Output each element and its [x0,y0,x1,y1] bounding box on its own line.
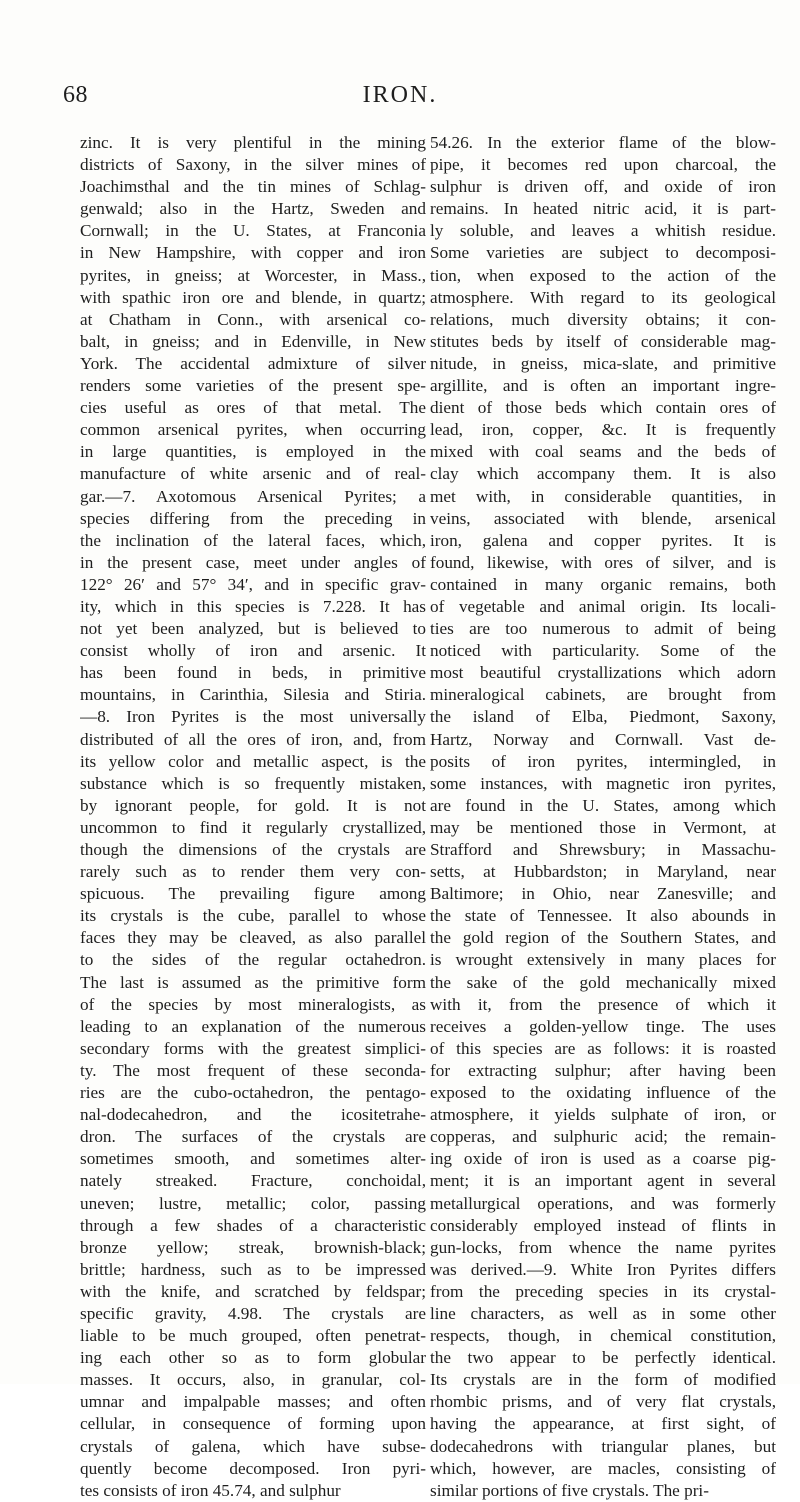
text-line: ties are too numerous to admit of being [430,619,776,639]
text-line: brittle; hardness, such as to be impressed [80,1259,426,1279]
text-line: ing each other so as to form globular [80,1348,426,1368]
text-line: Hartz, Norway and Cornwall. Vast de- [430,729,776,749]
text-line: are found in the U. States, among which [430,795,776,815]
text-line: uncommon to find it regularly crystallized, [80,817,426,837]
text-line: bronze yellow; streak, brownish-black; [80,1237,426,1257]
text-line: exposed to the oxidating influence of the [430,1083,776,1103]
text-line: distributed of all the ores of iron, and, from [80,729,426,749]
text-line: its crystals is the cube, parallel to whose [80,906,426,926]
text-line: though the dimensions of the crystals are [80,840,426,859]
text-line: uneven; lustre, metallic; color, passing [80,1193,426,1213]
text-line: respects, though, in chemical constitution, [430,1326,776,1346]
text-line: liable to be much grouped, often penetrat- [80,1326,426,1346]
text-line: in large quantities, is employed in the [80,442,426,462]
text-line: mountains, in Carinthia, Silesia and Stiria. [80,685,426,705]
text-line: zinc. It is very plentiful in the mining [80,133,426,152]
text-line: from the preceding species in its crystal- [430,1281,776,1301]
text-line: metallurgical operations, and was formerly [430,1193,776,1213]
text-line: pyrites, in gneiss; at Worcester, in Mass., [80,265,426,285]
text-line: for extracting sulphur; after having been [430,1060,776,1080]
text-line: umnar and impalpable masses; and often [80,1392,426,1412]
text-line: receives a golden-yellow tinge. The uses [430,1016,776,1036]
text-line: gar.—7. Axotomous Arsenical Pyrites; a [80,486,426,506]
text-line: posits of iron pyrites, intermingled, in [430,751,776,771]
text-line: consist wholly of iron and arsenic. It [80,641,426,661]
text-line: districts of Saxony, in the silver mines of [80,155,426,175]
text-line: iron, galena and copper pyrites. It is [430,530,776,550]
text-line: Strafford and Shrewsbury; in Massachu- [430,840,776,859]
text-line: secondary forms with the greatest simplici- [80,1038,426,1058]
text-line: ries are the cubo-octahedron, the pentago- [80,1083,426,1103]
text-line: not yet been analyzed, but is believed to [80,619,426,639]
text-line: Joachimsthal and the tin mines of Schlag- [80,177,426,197]
text-line: setts, at Hubbardston; in Maryland, near [430,862,776,882]
text-line: cellular, in consequence of forming upon [80,1414,426,1434]
text-line: considerably employed instead of flints in [430,1215,776,1235]
text-line: The last is assumed as the primitive form [80,972,426,992]
text-line: by ignorant people, for gold. It is not [80,795,426,815]
text-line: the island of Elba, Piedmont, Saxony, [430,707,776,727]
text-line: dron. The surfaces of the crystals are [80,1127,426,1147]
text-line: species differing from the preceding in [80,508,426,528]
text-line: of this species are as follows: it is roasted [430,1038,776,1058]
page-number: 68 [63,82,88,108]
text-line: 54.26. In the exterior flame of the blow- [430,133,776,152]
text-line: relations, much diversity obtains; it con- [430,309,776,329]
running-title: IRON. [362,82,438,108]
text-line: at Chatham in Conn., with arsenical co- [80,309,426,329]
text-line: tes consists of iron 45.74, and sulphur [80,1480,341,1500]
text-line: stitutes beds by itself of considerable mag- [430,331,776,351]
text-line: argillite, and is often an important ingre- [430,376,776,396]
text-line: balt, in gneiss; and in Edenville, in New [80,331,426,351]
text-line: manufacture of white arsenic and of real- [80,464,426,484]
text-line: —8. Iron Pyrites is the most universally [80,707,426,727]
text-line: quently become decomposed. Iron pyri- [80,1458,426,1478]
text-line: noticed with particularity. Some of the [430,641,776,661]
text-line: renders some varieties of the present spe- [80,376,426,396]
text-line: ing oxide of iron is used as a coarse pig- [430,1149,776,1169]
text-line: genwald; also in the Hartz, Sweden and [80,199,426,219]
text-line: 122° 26′ and 57° 34′, and in specific grav- [80,574,426,594]
text-line: ment; it is an important agent in several [430,1171,776,1191]
text-line: veins, associated with blende, arsenical [430,508,776,528]
text-line: line characters, as well as in some other [430,1303,776,1323]
text-line: pipe, it becomes red upon charcoal, the [430,155,776,175]
right-column [430,132,776,1502]
text-line: the gold region of the Southern States, and [430,928,776,948]
text-line: the inclination of the lateral faces, which, [80,530,426,550]
text-line: nitude, in gneiss, mica-slate, and primitive [430,353,776,373]
text-line: ty. The most frequent of these seconda- [80,1060,426,1080]
text-line: nately streaked. Fracture, conchoidal, [80,1171,426,1191]
text-line: masses. It occurs, also, in granular, col- [80,1370,426,1390]
left-column [80,132,426,1502]
text-line: ly soluble, and leaves a whitish residue. [430,221,776,241]
text-line: some instances, with magnetic iron pyrites, [430,773,776,793]
text-line: which, however, are macles, consisting of [430,1458,776,1478]
text-line: rhombic prisms, and of very flat crystals, [430,1392,776,1412]
text-line: mineralogical cabinets, are brought from [430,685,776,705]
text-line: clay which accompany them. It is also [430,464,776,484]
text-line: most beautiful crystallizations which adorn [430,663,776,683]
text-line: Some varieties are subject to decomposi- [430,243,776,263]
text-line: remains. In heated nitric acid, it is part- [430,199,776,219]
text-line: ity, which in this species is 7.228. It has [80,596,426,616]
text-line: leading to an explanation of the numerous [80,1016,426,1036]
text-line: of vegetable and animal origin. Its locali- [430,596,776,616]
text-line: in New Hampshire, with copper and iron [80,243,426,263]
text-line: similar portions of five crystals. The pri- [430,1480,709,1500]
text-line: common arsenical pyrites, when occurring [80,420,426,440]
text-line: gun-locks, from whence the name pyrites [430,1237,776,1257]
text-line: found, likewise, with ores of silver, and is [430,552,776,572]
text-line: was derived.—9. White Iron Pyrites differs [430,1259,776,1279]
text-line: dient of those beds which contain ores of [430,398,776,418]
text-line: atmosphere. With regard to its geological [430,287,776,307]
text-line: mixed with coal seams and the beds of [430,442,776,462]
text-line: having the appearance, at first sight, of [430,1414,776,1434]
text-line: its yellow color and metallic aspect, is the [80,751,426,771]
text-line: met with, in considerable quantities, in [430,486,776,506]
text-line: with spathic iron ore and blende, in quartz; [80,287,426,307]
text-line: has been found in beds, in primitive [80,663,426,683]
text-line: contained in many organic remains, both [430,574,776,594]
text-line: sulphur is driven off, and oxide of iron [430,177,776,197]
text-line: the sake of the gold mechanically mixed [430,972,776,992]
text-line: with the knife, and scratched by feldspar; [80,1281,426,1301]
text-line: York. The accidental admixture of silver [80,353,426,373]
text-line: sometimes smooth, and sometimes alter- [80,1149,426,1169]
text-line: the two appear to be perfectly identical. [430,1348,776,1368]
text-line: lead, iron, copper, &c. It is frequently [430,420,776,440]
text-line: substance which is so frequently mistaken, [80,773,426,793]
text-line: specific gravity, 4.98. The crystals are [80,1303,426,1323]
text-line: spicuous. The prevailing figure among [80,884,426,904]
text-line: Its crystals are in the form of modified [430,1370,776,1390]
text-line: faces they may be cleaved, as also parallel [80,928,426,948]
text-line: rarely such as to render them very con- [80,862,426,882]
text-line: copperas, and sulphuric acid; the remain- [430,1127,776,1147]
text-line: with it, from the presence of which it [430,994,776,1014]
text-line: through a few shades of a characteristic [80,1215,426,1235]
text-line: in the present case, meet under angles of [80,552,426,572]
text-line: may be mentioned those in Vermont, at [430,817,776,837]
text-line: Cornwall; in the U. States, at Franconia [80,221,426,241]
text-line: cies useful as ores of that metal. The [80,398,426,418]
text-line: nal-dodecahedron, and the icositetrahe- [80,1105,426,1125]
text-line: the state of Tennessee. It also abounds in [430,906,776,926]
text-line: dodecahedrons with triangular planes, but [430,1436,776,1456]
text-line: to the sides of the regular octahedron. [80,950,426,970]
text-line: of the species by most mineralogists, as [80,994,426,1014]
text-line: atmosphere, it yields sulphate of iron, or [430,1105,776,1125]
text-line: is wrought extensively in many places for [430,950,776,970]
text-line: crystals of galena, which have subse- [80,1436,426,1456]
text-line: Baltimore; in Ohio, near Zanesville; and [430,884,776,904]
page-header [0,82,800,112]
text-line: tion, when exposed to the action of the [430,265,776,285]
